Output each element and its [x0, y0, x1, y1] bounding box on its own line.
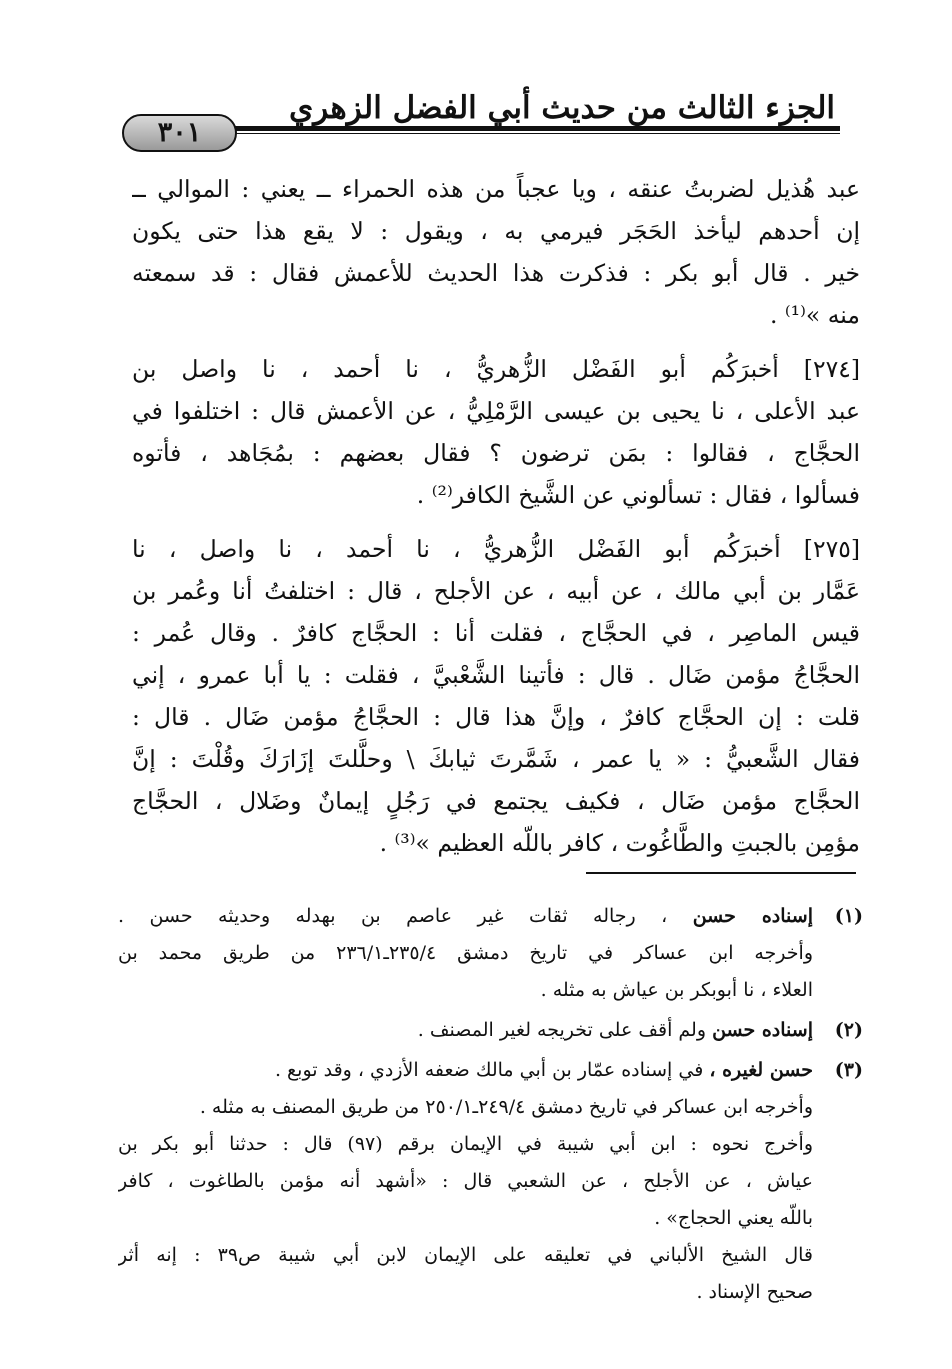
text-line: فسألوا ، فقال : تسألوني عن الشَّيخ الكافر⁽²⁾ .	[416, 481, 860, 509]
text-line: الحجَّاج ، فقالوا : بمَن ترضون ؟ فقال بعضهم : بمُجَاهد ، فأتوه	[132, 439, 860, 467]
running-header-title: الجزء الثالث من حديث أبي الفضل الزهري	[288, 90, 835, 126]
footnote-grade: إسناده حسن	[712, 1019, 813, 1041]
text-line: إن أحدهم ليأخذ الحَجَر فيرمي به ، ويقول : لا يقع هذا حتى يكون	[132, 217, 860, 245]
text-line: عبد الأعلى ، نا يحيى بن عيسى الرَّمْلِيُّ ، عن الأعمش قال : اختلفوا في	[132, 397, 860, 425]
footnote-separator	[586, 872, 856, 874]
text-line: مؤمِن بالجبتِ والطَّاغُوت ، كافر باللّه العظيم »⁽³⁾ .	[379, 829, 860, 857]
text-line: [٢٧٤] أخبرَكُم أبو الفَضْل الزُّهريُّ ، نا أحمد ، نا واصل بن	[132, 355, 860, 383]
footnotes	[118, 898, 863, 1314]
footnote-line: وأخرجه ابن عساكر في تاريخ دمشق ٢٤٩/٤ـ٢٥٠/١ من طريق المصنف به مثله .	[199, 1096, 813, 1118]
footnote-line: صحيح الإسناد .	[696, 1281, 813, 1303]
footnote-number: (٢)	[834, 1019, 863, 1041]
text-line: خير . قال أبو بكر : فذكرت هذا الحديث للأعمش فقال : قد سمعته	[132, 259, 860, 287]
text-line: الحجَّاج مؤمن ضَال ، فكيف يجتمع في رَجُلٍ إيمانٌ وضَلال ، الحجَّاج	[132, 787, 860, 815]
footnote-line: باللّه يعني الحجاج» .	[654, 1207, 813, 1229]
text-line: قلت : إن الحجَّاج كافرٌ ، وإنَّ هذا قال : الحجَّاجُ مؤمن ضَال . قال :	[132, 703, 860, 731]
footnote-line	[118, 1052, 813, 1089]
paragraph-continuation	[132, 168, 860, 336]
hadith-274	[132, 348, 860, 516]
footnote-grade: حسن لغيره ،	[709, 1059, 813, 1081]
footnote-line: عياش ، عن الأجلح ، عن الشعبي قال : «أشهد أنه مؤمن بالطاغوت ، كافر	[118, 1170, 813, 1192]
footnote-line: وأخرجه ابن عساكر في تاريخ دمشق ٢٣٥/٤ـ٢٣٦/١ من طريق محمد بن	[118, 942, 813, 964]
text-line: عبد هُذيل لضربتُ عنقه ، ويا عجباً من هذه الحمراء ــ يعني : الموالي ــ	[132, 175, 860, 203]
text-line: منه »⁽¹⁾ .	[769, 301, 860, 329]
text-line: عَمَّار بن أبي مالك ، عن أبيه ، عن الأجلح ، قال : اختلفتُ أنا وعُمر بن	[132, 577, 860, 605]
text-line: [٢٧٥] أخبرَكُم أبو الفَضْل الزُّهريُّ ، نا أحمد ، نا واصل ، نا	[132, 535, 860, 563]
text-line: فقال الشَّعبيُّ : « يا عمر ، شَمَّرتَ ثيابكَ \ وحلَّلتَ إزَارَكَ وقُلْتَ : إنَّ	[132, 745, 860, 773]
text-line: قيس الماصِر ، في الحجَّاج ، فقلت أنا : الحجَّاج كافرٌ . وقال عُمر :	[132, 619, 860, 647]
page-number-badge: ٣٠١	[122, 114, 237, 152]
footnote-grade: إسناده حسن	[692, 905, 813, 927]
footnote-1	[118, 898, 863, 1009]
footnote-2	[118, 1012, 863, 1049]
main-text	[132, 168, 860, 876]
footnote-3	[118, 1052, 863, 1311]
text-line: الحجَّاجُ مؤمن ضَال . قال : فأتينا الشَّعْبيَّ ، فقلت : يا أبا عمرو ، إني	[132, 661, 860, 689]
header-rule-thin	[180, 133, 840, 134]
hadith-275	[132, 528, 860, 864]
footnote-line	[118, 898, 813, 935]
footnote-number: (٣)	[834, 1059, 863, 1081]
footnote-number: (١)	[834, 905, 863, 927]
footnote-line: العلاء ، نا أبوبكر بن عياش به مثله .	[540, 979, 813, 1001]
footnote-line: قال الشيخ الألباني في تعليقه على الإيمان لابن أبي شيبة ص٣٩ : إنه أثر	[118, 1244, 813, 1266]
footnote-text: ولم أقف على تخريجه لغير المصنف .	[417, 1019, 707, 1041]
footnote-line: وأخرج نحوه : ابن أبي شيبة في الإيمان برقم (٩٧) قال : حدثنا أبو بكر بن	[118, 1133, 813, 1155]
footnote-text: في إسناده عمّار بن أبي مالك ضعفه الأزدي ، وقد توبع .	[274, 1059, 704, 1081]
footnote-text: ، رجاله ثقات غير عاصم بن بهدله وحديثه حسن .	[118, 905, 668, 927]
footnote-line	[118, 1012, 813, 1049]
header-rule	[180, 126, 840, 131]
